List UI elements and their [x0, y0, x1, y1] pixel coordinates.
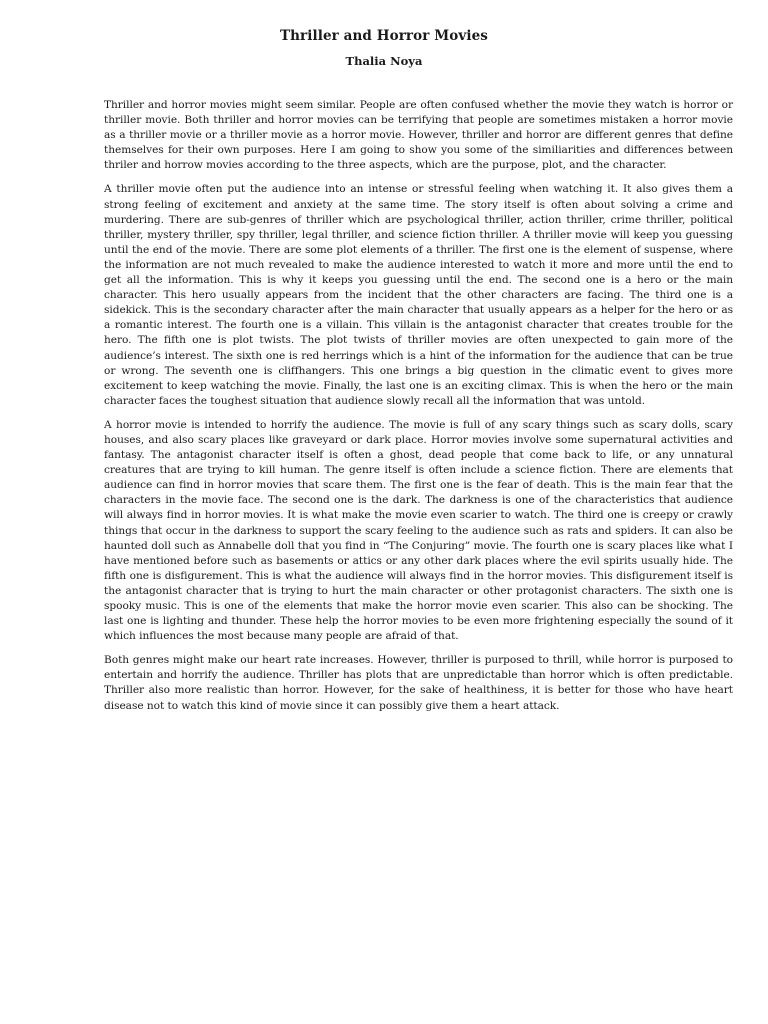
- paragraph-intro: Thriller and horror movies might seem similar. People are often confused whether the movie they watch is horror or thriller movie. Both thriller and horror movies can be terrifying that people are sometimes mistaken a horror movie as a thriller movie or a thriller movie as a horror movie. However, thriller and horror are different genres that define themselves for their own purposes. Here I am going to show you some of the similiarities and differences between thriler and horrow movies according to the three aspects, which are the purpose, plot, and the character.: [104, 99, 733, 172]
- paragraph-horror: A horror movie is intended to horrify the audience. The movie is full of any scary things such as scary dolls, scary houses, and also scary places like graveyard or dark place. Horror movies involve some supernatural activities and fantasy. The antagonist character itself is often a ghost, dead people that come back to life, or any unnatural creatures that are trying to kill human. The genre itself is often include a science fiction. There are elements that audience can find in horror movies that scare them. The first one is the fear of death. This is the main fear that the characters in the movie face. The second one is the dark. The darkness is one of the characteristics that audience will always find in horror movies. It is what make the movie even scarier to watch. The third one is creepy or crawly things that occur in the darkness to support the scary feeling to the audience such as rats and spiders. It can also be haunted doll such as Annabelle doll that you find in “The Conjuring” movie. The fourth one is scary places like what I have mentioned before such as basements or attics or any other dark places where the evil spirits usually hide. The fifth one is disfigurement. This is what the audience will always find in the horror movies. This disfigurement itself is the antagonist character that is trying to hurt the main character or other protagonist characters. The sixth one is spooky music. This is one of the elements that make the horror movie even scarier. This also can be shocking. The last one is lighting and thunder. These help the horror movies to be even more frightening especially the sound of it which influences the most because many people are afraid of that.: [104, 418, 733, 643]
- document-title: Thriller and Horror Movies: [280, 28, 488, 44]
- document-author: Thalia Noya: [345, 54, 423, 68]
- document-body: [104, 98, 733, 723]
- paragraph-conclusion: Both genres might make our heart rate increases. However, thriller is purposed to thrill, while horror is purposed to entertain and horrify the audience. Thriller has plots that are unpredictable than horror which is often predictable. Thriller also more realistic than horror. However, for the sake of healthiness, it is better for those who have heart disease not to watch this kind of movie since it can possibly give them a heart attack.: [104, 654, 733, 712]
- paragraph-thriller: A thriller movie often put the audience into an intense or stressful feeling when watching it. It also gives them a strong feeling of excitement and anxiety at the same time. The story itself is often about solving a crime and murdering. There are sub-genres of thriller which are psychological thriller, action thriller, crime thriller, political thriller, mystery thriller, spy thriller, legal thriller, and science fiction thriller. A thriller movie will keep you guessing until the end of the movie. There are some plot elements of a thriller. The first one is the element of suspense, where the information are not much revealed to make the audience interested to watch it more and more until the end to get all the information. This is why it keeps you guessing until the end. The second one is a hero or the main character. This hero usually appears from the incident that the other characters are facing. The third one is a sidekick. This is the secondary character after the main character that usually appears as a helper for the hero or as a romantic interest. The fourth one is a villain. This villain is the antagonist character that creates trouble for the hero. The fifth one is plot twists. The plot twists of thriller movies are often unexpected to gain more of the audience’s interest. The sixth one is red herrings which is a hint of the information for the audience that can be true or wrong. The seventh one is cliffhangers. This one brings a big question in the climatic event to gives more excitement to keep watching the movie. Finally, the last one is an exciting climax. This is when the hero or the main character faces the toughest situation that audience slowly recall all the information that was untold.: [104, 183, 733, 407]
